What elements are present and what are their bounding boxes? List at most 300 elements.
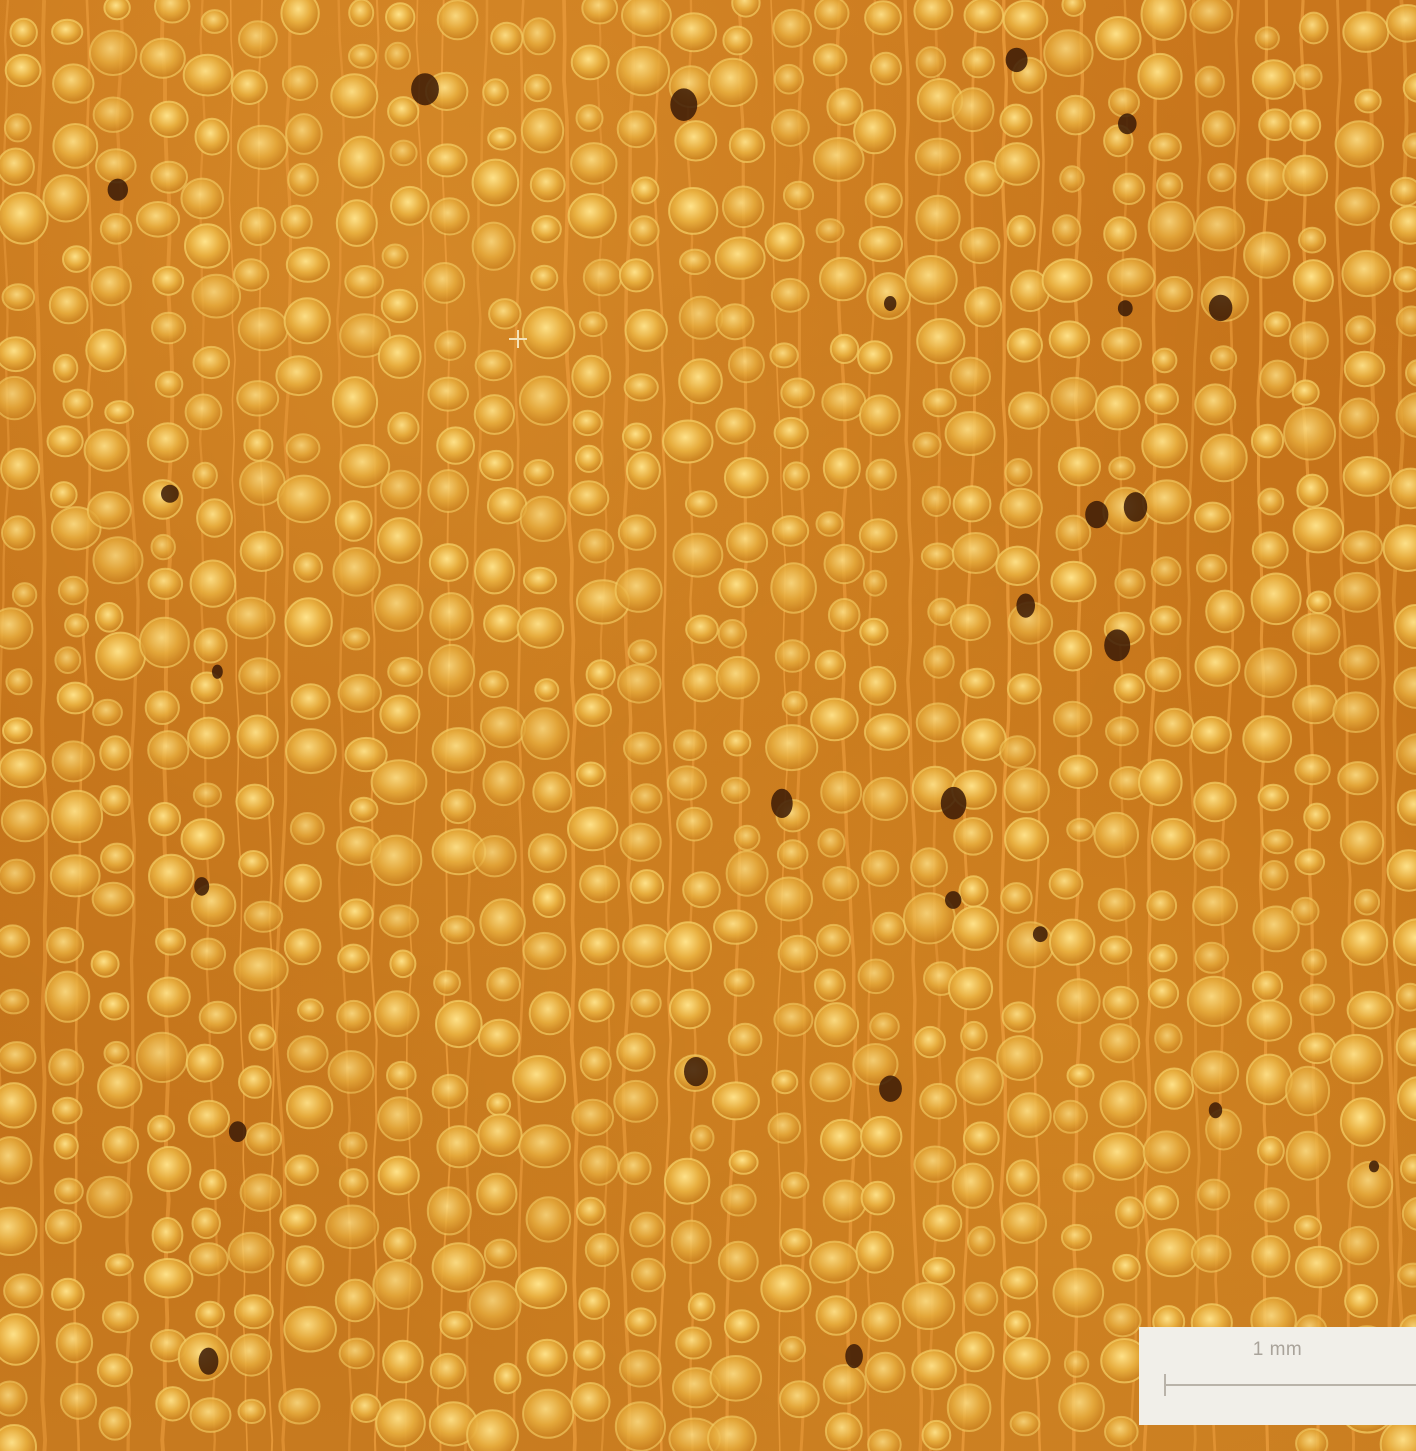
wood-pore	[343, 628, 369, 649]
wood-pore	[863, 778, 907, 820]
wood-pore	[1008, 674, 1041, 703]
wood-pore	[1253, 60, 1295, 98]
wood-pore	[1155, 1069, 1193, 1109]
wood-pore	[0, 377, 35, 419]
wood-pore	[1145, 1186, 1178, 1219]
wood-pore	[235, 1295, 273, 1328]
wood-pore	[1008, 329, 1042, 362]
wood-pore	[291, 813, 324, 844]
wood-pore	[948, 1384, 991, 1431]
wood-pore	[375, 585, 423, 631]
wood-pore	[156, 1387, 189, 1420]
wood-pore	[1195, 207, 1244, 250]
wood-pore	[1001, 489, 1042, 528]
wood-pore	[55, 647, 80, 673]
wood-pore	[686, 616, 718, 643]
wood-pore	[378, 518, 422, 563]
wood-pore	[194, 347, 230, 378]
wood-pore	[665, 1159, 709, 1204]
wood-pore	[0, 990, 28, 1014]
wood-hole	[212, 665, 223, 679]
wood-pore	[1139, 760, 1182, 805]
wood-pore	[380, 696, 419, 733]
wood-pore	[197, 499, 232, 536]
wood-pore	[0, 149, 34, 185]
wood-pore	[631, 990, 660, 1017]
wood-pore	[1335, 573, 1380, 612]
wood-pore	[949, 968, 992, 1010]
wood-pore	[388, 97, 418, 126]
wood-pore	[627, 452, 660, 488]
wood-pore	[326, 1206, 378, 1249]
wood-pore	[187, 1045, 223, 1082]
wood-pore	[860, 519, 897, 552]
wood-pore	[478, 1114, 521, 1156]
wood-pore	[153, 267, 183, 295]
wood-pore	[968, 1227, 994, 1256]
wood-pore	[1342, 920, 1387, 965]
wood-pore	[821, 1120, 863, 1160]
wood-pore	[581, 929, 619, 965]
wood-pore	[761, 1265, 810, 1311]
wood-pore	[1003, 1002, 1035, 1031]
wood-pore	[63, 246, 90, 272]
wood-pore	[148, 978, 190, 1017]
wood-pore	[292, 684, 330, 719]
wood-pore	[0, 1042, 36, 1073]
wood-pore	[55, 1179, 83, 1204]
wood-pore	[1394, 919, 1416, 965]
wood-pore	[285, 929, 321, 964]
wood-pore	[817, 1296, 857, 1335]
scale-bar	[1139, 1327, 1416, 1425]
wood-pore	[1044, 30, 1092, 76]
wood-pore	[920, 1084, 956, 1119]
wood-pore	[826, 1413, 862, 1449]
wood-pore	[46, 1210, 81, 1243]
wood-pore	[924, 389, 956, 416]
wood-pore	[1292, 898, 1318, 925]
wood-pore	[1203, 111, 1235, 146]
wood-pore	[151, 162, 187, 193]
wood-pore	[61, 1384, 96, 1419]
wood-pore	[820, 258, 866, 300]
wood-pore	[923, 1421, 951, 1450]
wood-pore	[995, 143, 1039, 185]
wood-pore	[185, 224, 229, 267]
wood-pore	[391, 141, 417, 166]
wood-pore	[534, 884, 565, 917]
wood-pore	[1340, 399, 1378, 438]
wood-pore	[1391, 178, 1416, 206]
wood-pore	[915, 1147, 956, 1182]
wood-pore	[1195, 943, 1228, 973]
wood-pore	[429, 645, 474, 696]
wood-pore	[1146, 1229, 1198, 1276]
wood-pore	[674, 534, 723, 577]
wood-pore	[194, 784, 221, 807]
wood-pore	[1054, 702, 1092, 737]
wood-pore	[373, 1261, 422, 1309]
wood-pore	[772, 279, 809, 312]
wood-pore	[674, 730, 706, 760]
wood-pore	[1283, 156, 1327, 196]
wood-pore	[672, 13, 716, 51]
wood-pore	[618, 111, 656, 147]
wood-pore	[2, 284, 34, 310]
wood-pore	[521, 497, 566, 541]
wood-pore	[152, 535, 175, 559]
wood-pore	[1398, 790, 1416, 825]
wood-pore	[6, 55, 41, 86]
wood-pore	[533, 772, 571, 811]
wood-pore	[428, 144, 467, 176]
wood-pore	[1000, 105, 1031, 137]
wood-pore	[963, 47, 994, 77]
wood-pore	[1011, 1412, 1040, 1435]
wood-pore	[513, 1056, 565, 1102]
wood-pore	[965, 0, 1004, 32]
wood-pore	[1258, 489, 1283, 515]
wood-pore	[866, 1353, 905, 1392]
wood-pore	[816, 651, 845, 679]
wood-pore	[1398, 1077, 1416, 1120]
wood-pore	[280, 1205, 315, 1236]
wood-pore	[349, 45, 376, 68]
wood-pore	[1155, 1024, 1181, 1052]
wood-pore	[487, 968, 520, 1000]
wood-pore	[729, 347, 764, 382]
wood-pore	[1247, 1055, 1292, 1105]
wood-pore	[329, 1051, 374, 1093]
wood-pore	[723, 187, 763, 228]
wood-pore	[0, 1425, 36, 1451]
wood-pore	[1099, 889, 1135, 921]
wood-pore	[1336, 188, 1379, 225]
wood-pore	[531, 266, 557, 290]
wood-pore	[288, 1036, 328, 1071]
wood-pore	[1390, 469, 1416, 509]
wood-pore	[824, 449, 860, 488]
wood-pore	[572, 1383, 610, 1421]
wood-pore	[200, 1170, 226, 1199]
wood-pore	[680, 297, 723, 339]
wood-pore	[0, 750, 46, 788]
wood-pore	[58, 683, 93, 714]
wood-pore	[577, 763, 605, 787]
wood-pore	[829, 599, 860, 631]
wood-pore	[1344, 457, 1391, 496]
wood-pore	[241, 1174, 282, 1211]
wood-pore	[334, 548, 380, 596]
wood-pore	[521, 708, 568, 759]
wood-pore	[1192, 1236, 1231, 1272]
wood-pore	[953, 1164, 993, 1208]
wood-pore	[104, 0, 129, 19]
wood-pore	[630, 1213, 664, 1247]
wood-pore	[679, 359, 722, 403]
wood-pore	[912, 1350, 956, 1389]
wood-pore	[372, 760, 427, 804]
wood-pore	[577, 105, 603, 131]
wood-pore	[438, 0, 478, 39]
wood-pore	[815, 0, 848, 29]
wood-pore	[1258, 1137, 1284, 1165]
wood-pore	[137, 202, 179, 237]
wood-pore	[1341, 822, 1383, 864]
wood-hole	[684, 1057, 708, 1086]
wood-pore	[350, 798, 377, 822]
wood-pore	[997, 1036, 1042, 1080]
wood-pore	[686, 491, 717, 516]
wood-pore	[1, 449, 39, 489]
wood-pore	[624, 733, 661, 764]
wood-pore	[1397, 984, 1416, 1011]
wood-pore	[442, 790, 475, 823]
wood-pore	[867, 273, 910, 319]
wood-pore	[1260, 361, 1295, 398]
wood-pore	[103, 1127, 138, 1163]
wood-pore	[184, 55, 232, 96]
wood-pore	[516, 1268, 566, 1308]
wood-pore	[338, 945, 369, 973]
wood-pore	[152, 313, 185, 344]
wood-pore	[284, 1307, 336, 1352]
wood-pore	[239, 1066, 271, 1098]
wood-pore	[1004, 1, 1048, 39]
wood-pore	[689, 1293, 715, 1320]
wood-pore	[298, 999, 323, 1021]
wood-pore	[140, 618, 189, 667]
wood-pore	[1004, 1338, 1050, 1379]
wood-hole	[670, 88, 697, 121]
wood-pore	[1105, 1417, 1138, 1446]
wood-pore	[1196, 67, 1224, 97]
wood-pore	[525, 75, 551, 101]
wood-pore	[480, 671, 508, 697]
wood-pore	[287, 248, 329, 282]
wood-pore	[961, 669, 994, 698]
wood-pore	[101, 214, 132, 244]
wood-pore	[680, 250, 710, 274]
wood-pore	[1152, 557, 1181, 585]
wood-pore	[1007, 1160, 1039, 1195]
wood-pore	[1348, 992, 1393, 1029]
wood-pore	[245, 902, 283, 932]
wood-pore	[817, 925, 850, 956]
wood-pore	[618, 665, 661, 703]
wood-pore	[622, 0, 671, 36]
wood-pore	[1197, 555, 1226, 582]
wood-pore	[195, 629, 227, 663]
wood-pore	[913, 433, 940, 457]
wood-pore	[725, 1310, 759, 1342]
wood-pore	[340, 445, 389, 487]
wood-pore	[571, 143, 616, 184]
wood-pore	[235, 948, 288, 990]
wood-pore	[1050, 869, 1083, 899]
wood-pore	[810, 1242, 859, 1283]
wood-pore	[1043, 259, 1092, 302]
wood-pore	[620, 259, 653, 291]
wood-pore	[475, 395, 514, 434]
wood-pore	[620, 1351, 661, 1387]
wood-pore	[381, 471, 421, 509]
wood-pore	[1101, 937, 1132, 964]
wood-pore	[0, 860, 34, 894]
wood-pore	[951, 605, 990, 640]
wood-pore	[781, 1229, 811, 1256]
wood-pore	[1403, 1198, 1416, 1230]
wood-pore	[815, 970, 845, 1001]
wood-pore	[629, 640, 656, 664]
wood-pore	[1054, 1101, 1087, 1133]
wood-pore	[773, 1071, 798, 1094]
wood-pore	[683, 664, 720, 701]
wood-pore	[483, 79, 508, 105]
wood-pore	[1104, 987, 1138, 1019]
wood-pore	[1296, 1247, 1342, 1288]
wood-pore	[1387, 5, 1416, 42]
wood-pore	[98, 1065, 141, 1107]
wood-pore	[721, 1185, 755, 1216]
wood-pore	[916, 196, 959, 241]
wood-pore	[93, 700, 122, 725]
wood-pore	[336, 1280, 375, 1322]
wood-pore	[1391, 206, 1416, 244]
wood-pore	[568, 808, 617, 851]
wood-pore	[691, 1126, 714, 1151]
wood-pore	[241, 208, 276, 245]
wood-pore	[953, 533, 999, 573]
wood-pore	[345, 266, 383, 297]
wood-pore	[1395, 605, 1416, 648]
wood-hole	[229, 1121, 247, 1142]
wood-pore	[153, 1218, 183, 1252]
wood-pore	[783, 692, 807, 716]
wood-pore	[428, 1187, 471, 1234]
wood-pore	[1115, 569, 1144, 598]
wood-pore	[155, 0, 189, 22]
wood-pore	[631, 784, 661, 812]
wood-pore	[778, 840, 808, 868]
wood-pore	[237, 381, 278, 415]
wood-pore	[1338, 762, 1377, 794]
wood-pore	[915, 1027, 945, 1057]
wood-pore	[729, 1024, 762, 1055]
wood-pore	[866, 184, 902, 217]
wood-hole	[1124, 492, 1147, 522]
wood-pore	[1290, 110, 1320, 140]
wood-pore	[860, 667, 895, 705]
wood-pore	[146, 691, 179, 724]
wood-pore	[811, 1063, 852, 1101]
wood-pore	[868, 1430, 901, 1451]
wood-pore	[436, 1001, 482, 1047]
wood-pore	[529, 834, 566, 872]
wood-pore	[93, 883, 134, 916]
wood-pore	[340, 1133, 367, 1158]
wood-pore	[1115, 674, 1145, 702]
wood-pore	[572, 46, 609, 80]
wood-pore	[0, 1382, 27, 1416]
wood-pore	[1290, 322, 1328, 359]
wood-pore	[1307, 592, 1330, 614]
wood-pore	[1287, 1132, 1330, 1180]
wood-pore	[1346, 316, 1375, 344]
wood-pore	[433, 1075, 468, 1108]
wood-pore	[50, 287, 88, 323]
wood-pore	[617, 47, 669, 95]
wood-pore	[1284, 408, 1335, 460]
wood-pore	[870, 1013, 899, 1039]
wood-pore	[953, 88, 994, 131]
wood-pore	[46, 972, 90, 1022]
wood-pore	[148, 1147, 190, 1191]
wood-pore	[725, 969, 754, 995]
wood-pore	[379, 1157, 419, 1195]
wood-pore	[90, 31, 136, 75]
wood-pore	[1198, 1180, 1229, 1210]
wood-pore	[1094, 813, 1138, 857]
wood-pore	[519, 1125, 570, 1167]
wood-pore	[1068, 1065, 1094, 1087]
wood-pore	[1294, 260, 1333, 301]
wood-pore	[1101, 1024, 1140, 1062]
wood-pore	[672, 1221, 711, 1263]
wood-pore	[903, 1283, 954, 1329]
wood-pore	[1065, 1352, 1088, 1377]
wood-pore	[1188, 977, 1241, 1026]
wood-pore	[582, 0, 617, 23]
wood-pore	[784, 462, 809, 489]
wood-pore	[232, 70, 267, 104]
wood-pore	[1150, 945, 1177, 971]
wood-pore	[239, 308, 288, 350]
wood-pore	[386, 3, 414, 31]
wood-pore	[946, 412, 995, 455]
wood-pore	[1138, 54, 1181, 99]
wood-pore	[391, 187, 429, 225]
wood-pore	[1397, 734, 1416, 774]
wood-pore	[1000, 736, 1035, 767]
wood-pore	[784, 182, 813, 210]
wood-pore	[1116, 1197, 1144, 1228]
wood-pore	[1149, 979, 1178, 1007]
wood-pore	[860, 619, 887, 645]
wood-pore	[105, 401, 133, 423]
wood-pore	[149, 569, 183, 599]
wood-pore	[96, 633, 145, 680]
wood-pore	[193, 1209, 220, 1239]
wood-pore	[484, 606, 522, 642]
wood-pore	[1336, 121, 1383, 166]
wood-pore	[1255, 1188, 1289, 1221]
wood-pore	[371, 836, 421, 885]
wood-pore	[964, 1122, 999, 1154]
wood-pore	[817, 219, 844, 242]
wood-pore	[1192, 1051, 1238, 1093]
wood-pore	[286, 729, 336, 773]
wood-pore	[283, 66, 317, 100]
wood-hole	[1104, 629, 1130, 661]
wood-pore	[106, 1254, 133, 1275]
wood-pore	[94, 98, 133, 132]
wood-pore	[53, 124, 97, 168]
wood-pore	[467, 1410, 518, 1451]
wood-pore	[775, 65, 803, 94]
wood-pore	[1008, 1093, 1051, 1137]
